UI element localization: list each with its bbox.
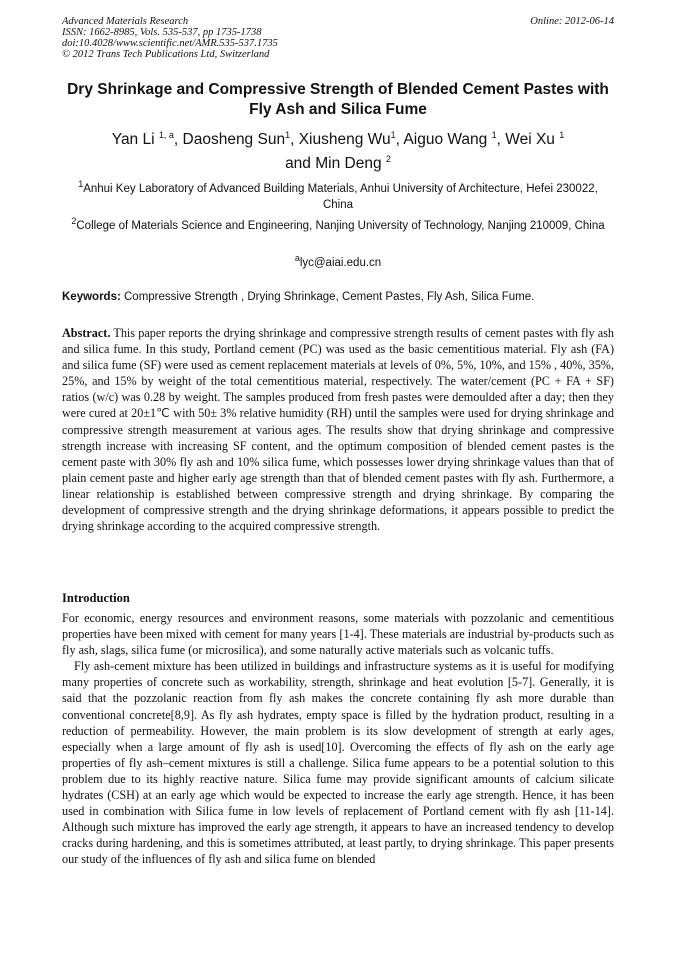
issn-line: ISSN: 1662-8985, Vols. 535-537, pp 1735-1738 bbox=[62, 27, 262, 38]
author-affiliation-mark: 1 bbox=[559, 129, 565, 140]
author-name: Yan Li bbox=[111, 131, 155, 148]
author-affiliation-mark: 1 bbox=[285, 129, 291, 140]
paper-title: Dry Shrinkage and Compressive Strength of Blended Cement Pastes with Fly Ash and Silica Fume bbox=[67, 81, 609, 118]
email-mark: a bbox=[294, 253, 300, 264]
author-name: Xiusheng Wu bbox=[298, 131, 391, 148]
journal-header bbox=[62, 16, 614, 60]
introduction-paragraph: Fly ash-cement mixture has been utilized in buildings and infrastructure systems as it is useful for modifying many properties of concrete such as workability, strength, shrinkage and heat evolution [5-7]. Generally, it is said that the pozzolanic reaction from fly ash makes the concrete containing fly ash more durable than conventional concrete[8,9]. As fly ash hydrates, empty space is filled by the hydration product, resulting in a reduction of permeability. However, the main problem is its slow development of strength at early ages, especially when a large amount of fly ash is used[10]. Overcoming the effects of fly ash on the early age properties of fly ash–cement mixtures is still a challenge. Silica fume appears to be a potential solution to this problem due to its highly reactive nature. Silica fume may provide significant amounts of calcium silicate hydrates (CSH) at an early age which would be expected to increase the early age strength. Hence, it has been used in combination with Silica fume in low levels of replacement of Portland cement with fly ash [11-14]. Although such mixture has improved the early age strength, it appears to have an increased tendency to develop cracks during hardening, and this is sometimes attributed, at least partly, to drying shrinkage. This paper presents our study of the influences of fly ash and silica fume on blended bbox=[62, 659, 614, 867]
affiliation-text: College of Materials Science and Engineering, Nanjing University of Technology, Nanjing 210009, China bbox=[76, 220, 605, 232]
introduction-paragraph: For economic, energy resources and environment reasons, some materials with pozzolanic and cementitious properties have been mixed with cement for many years [1-4]. These materials are industrial by-products such as fly ash, slags, silica fume (or microsilica), and some naturally active materials such as volcanic tuffs. bbox=[62, 611, 614, 658]
affiliation-2 bbox=[62, 218, 614, 234]
keywords-label: Keywords: bbox=[62, 291, 121, 303]
affiliation-text: Anhui Key Laboratory of Advanced Building Materials, Anhui University of Architecture, Hefei 230022, China bbox=[83, 183, 598, 211]
journal-name: Advanced Materials Research bbox=[62, 16, 189, 27]
author-name: Daosheng Sun bbox=[182, 131, 286, 148]
abstract bbox=[62, 325, 614, 534]
author-list: Yan Li $^{1, a}$, Daosheng Sun$^1$, Xiusheng Wu$^1$, Aiguo Wang $^1$, Wei Xu $^1$ and Min Deng $^2$ bbox=[111, 129, 565, 172]
online-date: Online: 2012-06-14 bbox=[530, 16, 614, 27]
doi-line: doi:10.4028/www.scientific.net/AMR.535-537.1735 bbox=[62, 38, 278, 49]
keywords bbox=[62, 289, 614, 305]
keywords-text: Compressive Strength , Drying Shrinkage, Cement Pastes, Fly Ash, Silica Fume. bbox=[124, 291, 535, 303]
copyright-line: © 2012 Trans Tech Publications Ltd, Switzerland bbox=[62, 49, 270, 60]
author-affiliation-mark: 2 bbox=[385, 153, 391, 164]
abstract-text: This paper reports the drying shrinkage and compressive strength results of cement pastes with fly ash and silica fume. In this study, Portland cement (PC) was used as the basic cementitious material. Fly ash (FA) and silica fume (SF) were used as cement replacement materials at levels of 0%, 5%, 10%, and 15% , 40%, 35%, 25%, and 15% by weight of the total cementitious material, respectively. The water/cement (PC + FA + SF) ratios (w/c) was 0.28 by weight. The samples produced from fresh pastes were demoulded after a day; then they were cured at 20±1℃ with 50± 3% relative humidity (RH) until the samples were used for drying shrinkage and compressive strength measurement at various ages. The results show that drying shrinkage and compressive strength increase with increasing SF content, and the optimum composition of blended cement pastes is the cement paste with 30% fly ash and 10% silica fume, which possesses lower drying shrinkage values than that of plain cement paste and higher early age strength than that of blended cement pastes with fly ash. Furthermore, a linear relationship is established between compressive strength and drying shrinkage. By comparing the development of compressive strength and the drying shrinkage deformations, it appears possible to predict the drying shrinkage according to the acquired compressive strength. bbox=[62, 326, 614, 534]
author-affiliation-mark: 1 bbox=[390, 129, 396, 140]
author-affiliation-mark: 1, a bbox=[158, 129, 174, 140]
affiliation-mark: 2 bbox=[71, 216, 77, 227]
author-affiliation-mark: 1 bbox=[491, 129, 497, 140]
author-name: Wei Xu bbox=[505, 131, 560, 148]
contact-email bbox=[62, 255, 614, 271]
abstract-label: Abstract. bbox=[62, 326, 111, 340]
author-connector: and bbox=[285, 155, 311, 172]
affiliation-1 bbox=[62, 181, 614, 213]
email-address[interactable]: lyc@aiai.edu.cn bbox=[299, 257, 382, 269]
introduction-body bbox=[62, 610, 614, 868]
author-name: Aiguo Wang bbox=[403, 131, 492, 148]
author-name: Min Deng bbox=[315, 155, 386, 172]
introduction-heading: Introduction bbox=[62, 591, 130, 605]
affiliation-mark: 1 bbox=[78, 179, 84, 190]
